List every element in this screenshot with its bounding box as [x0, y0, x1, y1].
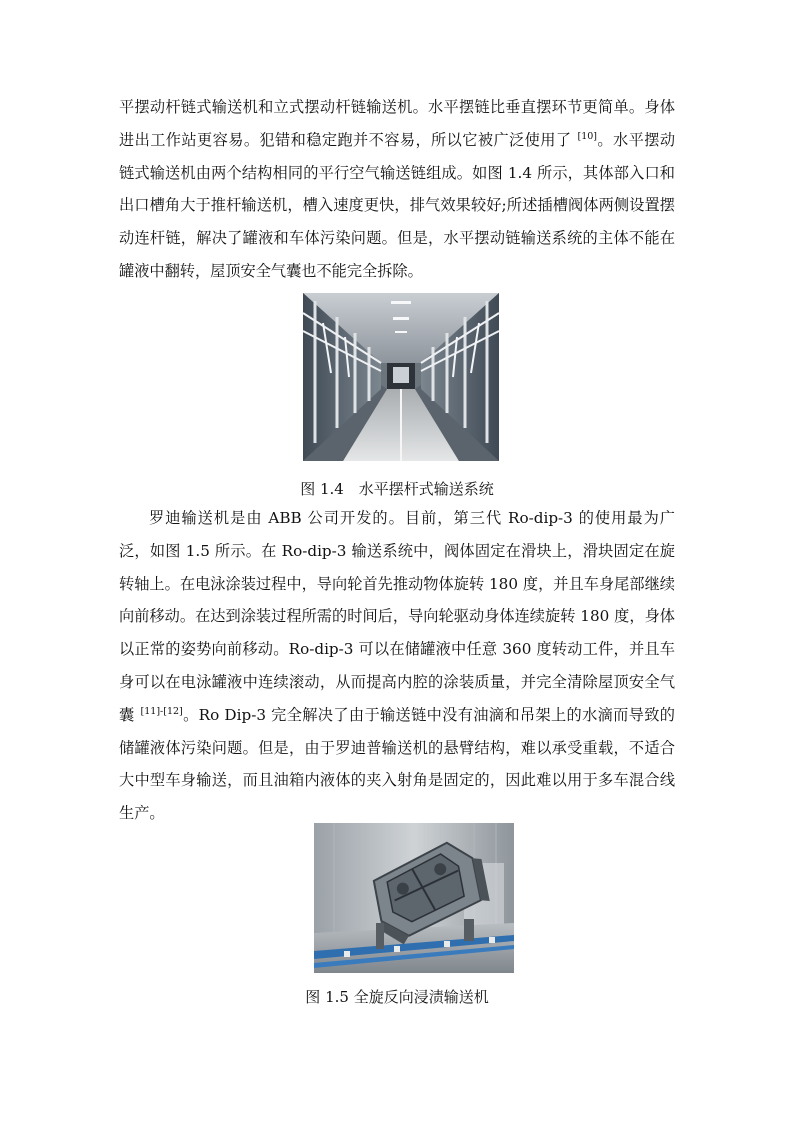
citation-10: [10]: [577, 130, 597, 142]
figure-1-4-caption: 图 1.4 水平摆杆式输送系统: [300, 480, 494, 498]
paragraph-horizontal-swing-chain: [119, 91, 675, 288]
figure-1-5-car-body-photo: [314, 823, 514, 973]
paragraph-1-text-b: 。水平摆动链式输送机由两个结构相同的平行空气输送链组成。如图 1.4 所示，其体部入口和出口槽角大于推杆输送机，槽入速度更快，排气效果较好;所述插槽阀体两侧设置摆动连杆链，解决了罐液和车体污染问题。但是，水平摆动链输送系统的主体不能在罐液中翻转，屋顶安全气囊也不能完全拆除。: [119, 130, 676, 280]
paragraph-2-text-a: 罗迪输送机是由 ABB 公司开发的。目前，第三代 Ro-dip-3 的使用最为广泛，如图 1.5 所示。在 Ro-dip-3 输送系统中，阀体固定在滑块上，滑块固定在旋转轴上。在电泳涂装过程中，导向轮首先推动物体旋转 180 度，并且车身尾部继续向前移动。在达到涂装过程所需的时间后，导向轮驱动身体连续旋转 180 度，身体以正常的姿势向前移动。Ro-dip-3 可以在储罐液中任意 360 度转动工件，并且车身可以在电泳罐液中连续滚动，从而提高内腔的涂装质量，并完全清除屋顶安全气囊: [119, 509, 675, 724]
paragraph-ro-dip-conveyor: [119, 502, 675, 830]
figure-1-5-caption: 图 1.5 全旋反向浸渍输送机: [305, 988, 489, 1006]
figure-1-4-conveyor-hall-photo: [303, 293, 499, 461]
citation-11-12: [11]-[12]: [140, 705, 183, 717]
paragraph-2-text-b: 。Ro Dip-3 完全解决了由于输送链中没有油滴和吊架上的水滴而导致的储罐液体污染问题。但是，由于罗迪普输送机的悬臂结构，难以承受重载，不适合大中型车身输送，而且油箱内液体的夹入射角是固定的，因此难以用于多车混合线生产。: [119, 705, 675, 823]
paragraph-1-text-a: 平摆动杆链式输送机和立式摆动杆链输送机。水平摆链比垂直摆环节更简单。身体进出工作站更容易。犯错和稳定跑并不容易，所以它被广泛使用了: [119, 98, 675, 149]
